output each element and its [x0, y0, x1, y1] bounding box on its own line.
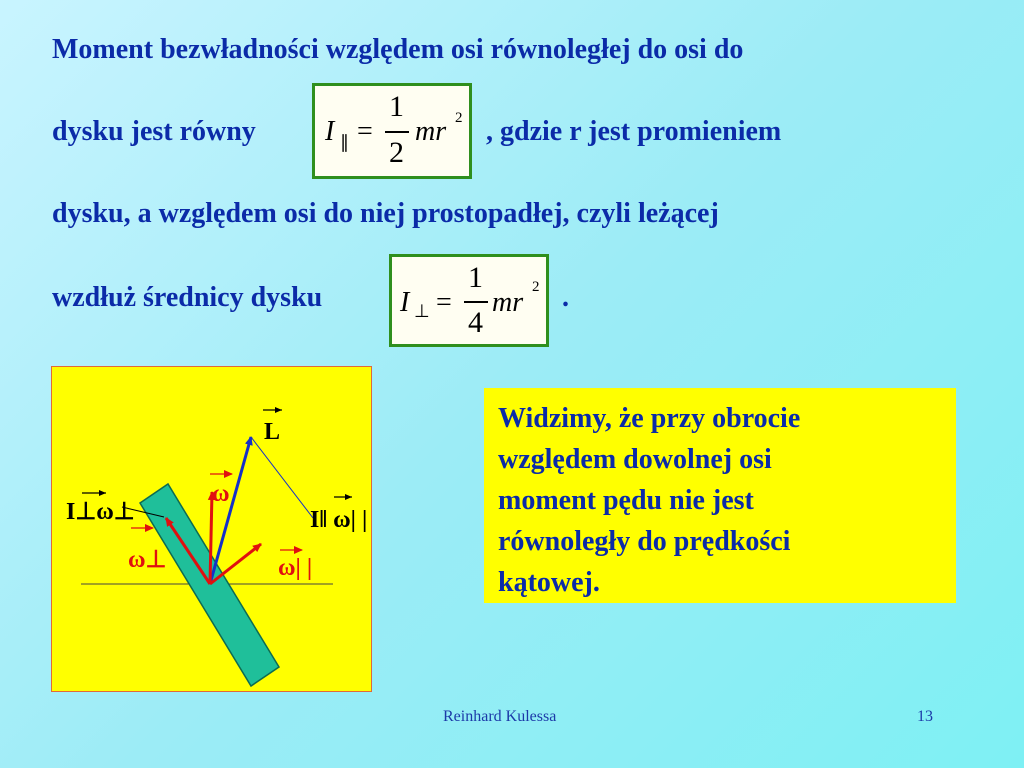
formula-parallel — [312, 83, 472, 179]
omega-label: ω — [212, 481, 230, 507]
text-line-2-continued: , gdzie r jest promieniem — [486, 116, 782, 147]
text-line-4: wzdłuż średnicy dysku — [52, 282, 323, 313]
omega-par-label: ω| | — [278, 555, 313, 581]
note-line-1: Widzimy, że przy obrocie — [498, 403, 801, 434]
formula-parallel-fraction-bar — [385, 131, 409, 133]
footer-page-number: 13 — [917, 708, 933, 725]
formula-parallel-lhs: I — [325, 116, 335, 147]
formula-parallel-exponent: 2 — [455, 110, 463, 126]
I-perp-omega-perp-label: I⊥ω⊥ — [66, 499, 135, 525]
L-perp-component-line — [251, 437, 313, 518]
L-vector-arrow — [210, 437, 251, 584]
angular-momentum-diagram — [51, 366, 372, 692]
formula-parallel-equals: = — [357, 116, 373, 147]
formula-perpendicular-subscript: ⊥ — [414, 301, 430, 321]
formula-perpendicular-fraction-bar — [464, 301, 488, 303]
formula-perpendicular-lhs: I — [400, 287, 410, 318]
text-line-1: Moment bezwładności względem osi równoległej do osi do — [52, 34, 744, 65]
formula-perpendicular-variable: mr — [492, 287, 524, 318]
formula-perpendicular-numerator: 1 — [468, 261, 483, 294]
L-label: L — [264, 419, 281, 445]
formula-perpendicular-equals: = — [436, 287, 452, 318]
footer-author: Reinhard Kulessa — [443, 708, 557, 725]
note-line-3: moment pędu nie jest — [498, 485, 754, 516]
conclusion-note — [484, 388, 956, 603]
formula-perpendicular — [389, 254, 549, 347]
formula-perpendicular-exponent: 2 — [532, 279, 540, 295]
note-line-4: równoległy do prędkości — [498, 526, 791, 557]
text-line-2: dysku jest równy — [52, 116, 256, 147]
formula-parallel-denominator: 2 — [389, 136, 404, 169]
formula-perpendicular-denominator: 4 — [468, 306, 483, 339]
note-line-2: względem dowolnej osi — [498, 444, 772, 475]
omega-parallel-arrow — [210, 544, 261, 584]
formula-parallel-variable: mr — [415, 116, 447, 147]
text-line-3: dysku, a względem osi do niej prostopadłej, czyli leżącej — [52, 198, 719, 229]
formula-parallel-subscript: ∥ — [340, 132, 349, 152]
omega-perp-label: ω⊥ — [128, 547, 167, 573]
diagram-svg — [52, 367, 373, 693]
formula-parallel-numerator: 1 — [389, 90, 404, 123]
text-line-4-period: . — [562, 282, 569, 313]
I-par-omega-par-label: I‖ ω| | — [310, 507, 368, 533]
note-line-5: kątowej. — [498, 567, 600, 598]
disk-rod — [140, 484, 279, 686]
